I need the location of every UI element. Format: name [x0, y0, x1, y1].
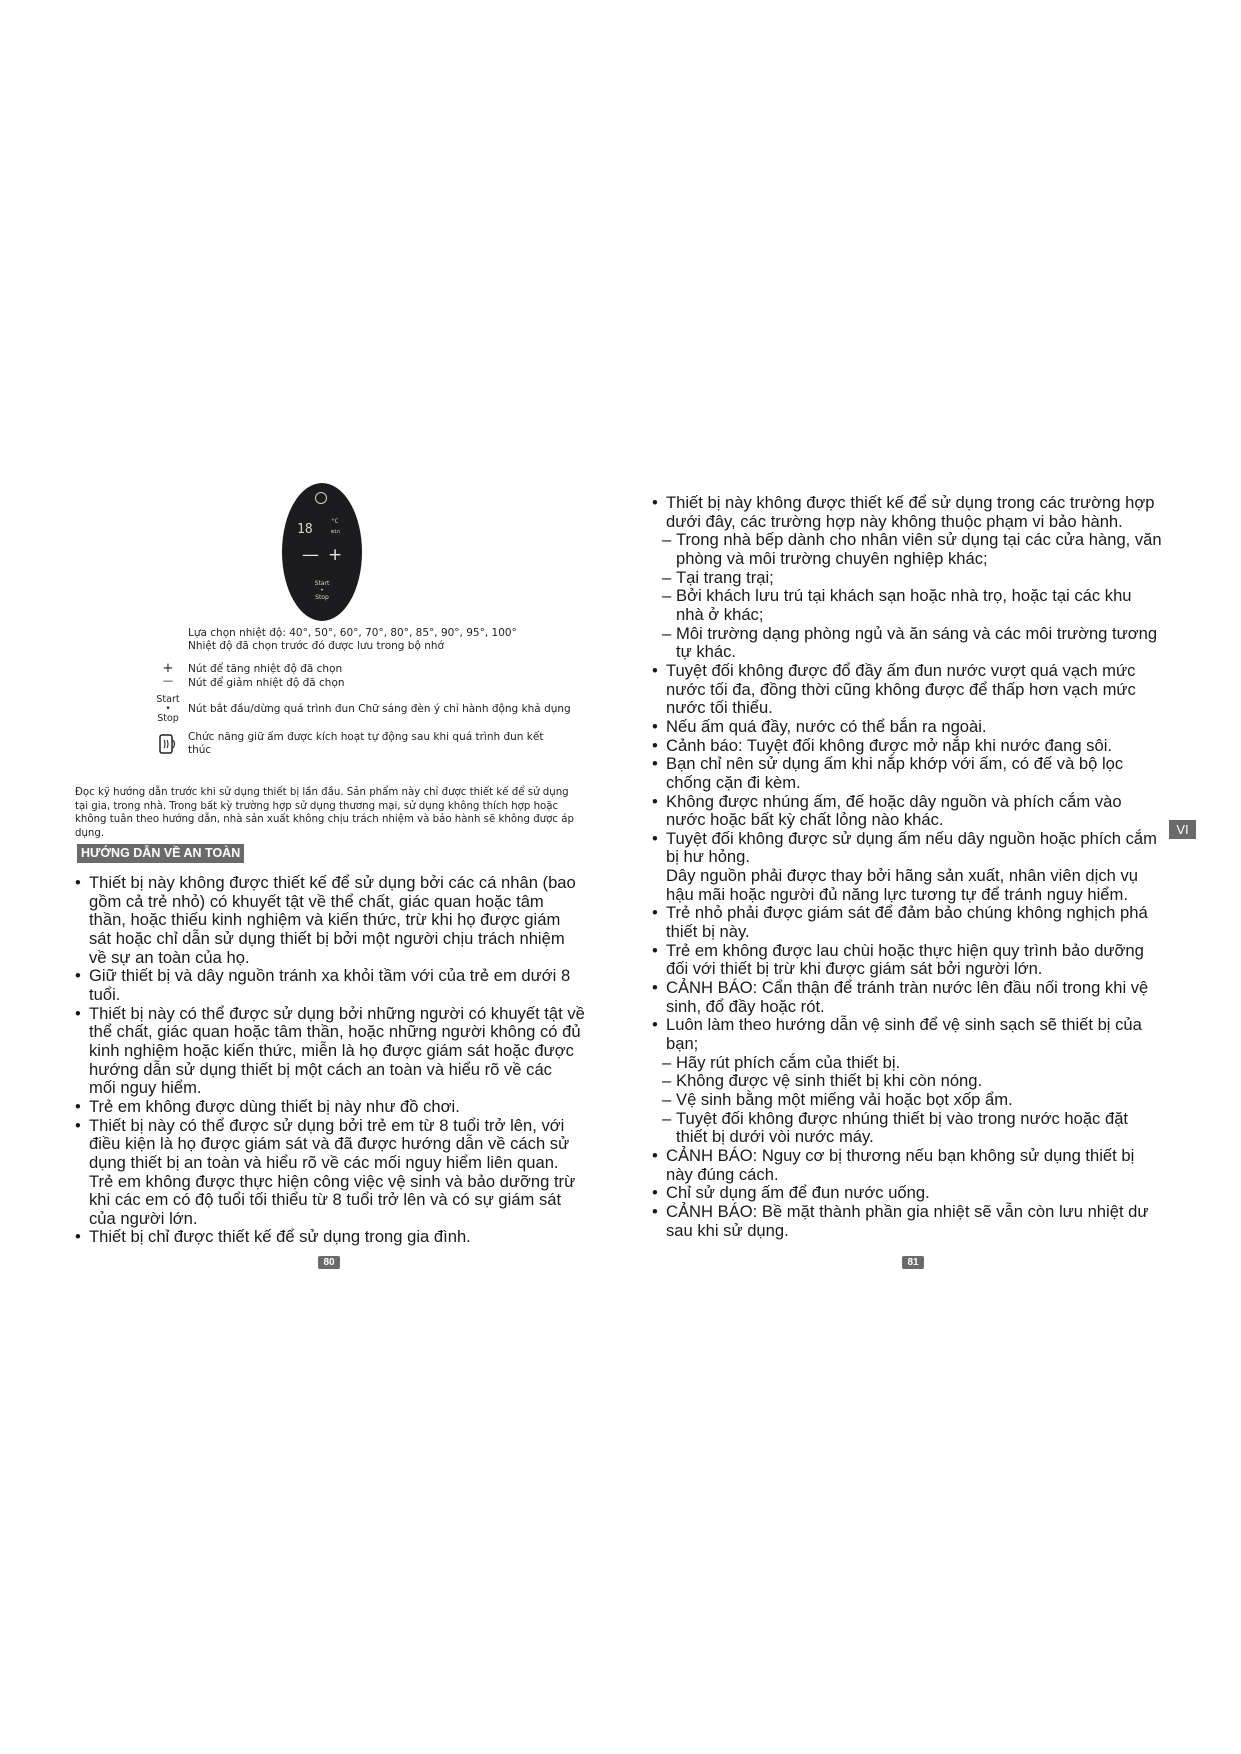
list-line-text: thần, hoặc thiếu kinh nghiệm và kiến thức, trừ khi họ được giám: [89, 910, 561, 930]
intro-line: Đọc kỹ hướng dẫn trước khi sử dụng thiết bị lần đầu. Sản phẩm này chỉ được thiết kế để sử dụng: [75, 787, 569, 798]
intro-line: không tuân theo hướng dẫn, nhà sản xuất không chịu trách nhiệm và bảo hành sẽ không được áp: [75, 814, 574, 826]
list-line-text: nước hoặc bất kỳ chất lỏng nào khác.: [666, 810, 944, 830]
list-line-text: Hãy rút phích cắm của thiết bị.: [676, 1052, 901, 1072]
panel-display: [297, 518, 347, 539]
list-item: [652, 718, 1172, 737]
legend-temps: Lựa chọn nhiệt độ: 40°, 50°, 60°, 70°, 80°, 85°, 90°, 95°, 100°: [188, 627, 517, 639]
sub-list-item-continuation: [652, 606, 1172, 625]
list-item-continuation: [652, 886, 1172, 905]
page-number-left: 80: [318, 1256, 340, 1269]
list-line-text: nhà ở khác;: [676, 604, 764, 624]
list-item-continuation: [75, 930, 605, 949]
list-item: [75, 1228, 605, 1247]
list-line-text: thiết bị này.: [666, 922, 750, 942]
dash-marker: –: [662, 567, 672, 587]
sub-list-item: [652, 1110, 1172, 1129]
list-item-continuation: [652, 960, 1172, 979]
list-line-text: Thiết bị này có thể được sử dụng bởi trẻ em từ 8 tuổi trở lên, với: [89, 1115, 565, 1135]
list-item: [652, 1184, 1172, 1203]
logo-icon: [315, 492, 327, 504]
list-line-text: hướng dẫn sử dụng thiết bị một cách an toàn và hiểu rõ về các: [89, 1059, 552, 1079]
list-line-text: Tại trang trại;: [676, 567, 774, 587]
list-line-text: CẢNH BÁO: Cẩn thận để tránh tràn nước lên đầu nối trong khi vệ: [666, 978, 1149, 998]
list-item: [652, 904, 1172, 923]
list-item-continuation: [75, 1173, 605, 1192]
list-line-text: gồm cả trẻ nhỏ) có khuyết tật về thể chất, giác quan hoặc tâm: [89, 891, 544, 911]
list-item: [75, 1098, 605, 1117]
legend-plus-symbol: +: [162, 661, 174, 676]
sub-list-item-continuation: [652, 1128, 1172, 1147]
list-item: [652, 662, 1172, 681]
list-line-text: Luôn làm theo hướng dẫn vệ sinh để vệ sinh sạch sẽ thiết bị của: [666, 1015, 1142, 1035]
list-item-continuation: [75, 1042, 605, 1061]
list-line-text: của người lớn.: [89, 1208, 198, 1228]
display-digits: 18: [297, 522, 313, 537]
list-line-text: Nếu ấm quá đầy, nước có thể bắn ra ngoài.: [666, 716, 987, 736]
list-item: [652, 793, 1172, 812]
dash-marker: –: [662, 1090, 672, 1109]
dash-marker: –: [662, 530, 672, 550]
sub-list-item: [652, 1072, 1172, 1091]
list-line-text: Trẻ em không được thực hiện công việc vệ sinh và bảo dưỡng trừ: [89, 1171, 576, 1191]
list-item-continuation: [652, 681, 1172, 700]
left-safety-list: [75, 874, 605, 1247]
list-line-text: mối nguy hiểm.: [89, 1078, 202, 1098]
list-line-text: Giữ thiết bị và dây nguồn tránh xa khỏi tầm với của trẻ em dưới 8: [89, 966, 571, 986]
list-item-continuation: [652, 774, 1172, 793]
list-line-text: nước tối đa, đồng thời cũng không được để thấp hơn vạch mức: [666, 679, 1136, 699]
legend-minus-text: Nút để giảm nhiệt độ đã chọn: [188, 677, 345, 689]
dash-marker: –: [662, 586, 672, 606]
list-item: [652, 755, 1172, 774]
list-line-text: Vệ sinh bằng một miếng vải hoặc bọt xốp ẩm.: [676, 1090, 1013, 1109]
legend-memory: Nhiệt độ đã chọn trước đó được lưu trong bộ nhớ: [188, 640, 444, 652]
legend-keep-warm-text-1: Chức năng giữ ấm được kích hoạt tự động sau khi quá trình đun kết: [188, 731, 544, 743]
list-item: [75, 1005, 605, 1024]
keep-warm-icon: [155, 732, 181, 756]
list-line-text: Dây nguồn phải được thay bởi hãng sản xuất, nhân viên dịch vụ: [666, 866, 1138, 886]
list-line-text: Trong nhà bếp dành cho nhân viên sử dụng tại các cửa hàng, văn: [676, 530, 1162, 550]
list-item-continuation: [75, 986, 605, 1005]
legend-minus-symbol: —: [162, 675, 174, 687]
intro-line: tại gia, trong nhà. Trong bất kỳ trường hợp sử dụng thương mại, sử dụng không thích hợp hoặc: [75, 800, 559, 812]
list-line-text: chống cặn đi kèm.: [666, 772, 801, 792]
list-line-text: Thiết bị chỉ được thiết kế để sử dụng trong gia đình.: [89, 1227, 471, 1247]
list-line-text: tự khác.: [676, 642, 736, 662]
list-line-text: đối với thiết bị trừ khi được giám sát bởi người lớn.: [666, 959, 1043, 979]
list-item-continuation: [75, 1191, 605, 1210]
list-item-continuation: [652, 513, 1172, 532]
list-item-continuation: [652, 848, 1172, 867]
list-line-text: kinh nghiệm hoặc kiến thức, miễn là họ được giám sát hoặc được: [89, 1040, 574, 1060]
list-item: [652, 830, 1172, 849]
page-number-right: 81: [902, 1256, 924, 1269]
list-item-continuation: [652, 699, 1172, 718]
list-item: [75, 1117, 605, 1136]
list-line-text: khi các em có độ tuổi tối thiểu từ 8 tuổi trở lên và có sự giám sát: [89, 1190, 562, 1210]
panel-stop-label: Stop: [315, 594, 329, 601]
display-unit-min: min: [331, 529, 341, 535]
list-line-text: Bạn chỉ nên sử dụng ấm khi nắp khớp với ấm, có đế và bộ lọc: [666, 754, 1124, 774]
language-tab: VI: [1169, 820, 1196, 839]
list-line-text: Không được vệ sinh thiết bị khi còn nóng.: [676, 1071, 983, 1091]
list-item: [75, 874, 605, 893]
sub-list-item: [652, 1054, 1172, 1073]
legend-start-symbol: Start: [156, 694, 180, 705]
list-line-text: này đúng cách.: [666, 1164, 779, 1184]
legend: [155, 623, 675, 757]
intro-line: dụng.: [75, 827, 105, 839]
sub-list-item: [652, 1091, 1172, 1110]
list-item: [652, 1203, 1172, 1222]
dash-marker: –: [662, 1052, 672, 1072]
legend-keep-warm-text-2: thúc: [188, 744, 212, 756]
list-line-text: sát hoặc chỉ dẫn sử dụng thiết bị bởi một người chịu trách nhiệm: [89, 928, 565, 948]
intro-paragraph: [75, 786, 595, 840]
panel-minus-icon: —: [302, 545, 319, 565]
list-line-text: Chỉ sử dụng ấm để đun nước uống.: [666, 1183, 930, 1203]
right-safety-list: [652, 494, 1172, 1240]
list-line-text: dưới đây, các trường hợp này không thuộc phạm vi bảo hành.: [666, 511, 1123, 531]
list-item-continuation: [75, 1210, 605, 1229]
list-line-text: sinh, đổ đầy hoặc rót.: [666, 996, 825, 1016]
list-item-continuation: [652, 867, 1172, 886]
list-item-continuation: [75, 1023, 605, 1042]
list-line-text: tuổi.: [89, 984, 121, 1004]
list-item: [652, 1016, 1172, 1035]
list-item: [652, 494, 1172, 513]
sub-list-item: [652, 569, 1172, 588]
sub-list-item-continuation: [652, 643, 1172, 662]
list-line-text: Bởi khách lưu trú tại khách sạn hoặc nhà trọ, hoặc tại các khu: [676, 586, 1132, 606]
list-item-continuation: [652, 811, 1172, 830]
list-item: [652, 1147, 1172, 1166]
list-item-continuation: [75, 949, 605, 968]
panel-start-label: Start: [314, 580, 330, 587]
list-line-text: CẢNH BÁO: Nguy cơ bị thương nếu bạn không sử dụng thiết bị: [666, 1145, 1135, 1165]
list-item-continuation: [75, 911, 605, 930]
list-item-continuation: [75, 893, 605, 912]
sub-list-item: [652, 531, 1172, 550]
list-line-text: Thiết bị này không được thiết kế để sử dụng trong các trường hợp: [666, 493, 1155, 512]
list-line-text: Tuyệt đối không được đổ đầy ấm đun nước vượt quá vạch mức: [666, 660, 1136, 680]
list-item-continuation: [652, 923, 1172, 942]
list-line-text: điều kiện là họ được giám sát và đã được hướng dẫn về cách sử: [89, 1134, 570, 1154]
list-line-text: Tuyệt đối không được nhúng thiết bị vào trong nước hoặc đặt: [676, 1108, 1129, 1128]
list-line-text: Cảnh báo: Tuyệt đối không được mở nắp khi nước đang sôi.: [666, 735, 1112, 755]
list-item: [652, 942, 1172, 961]
list-line-text: thiết bị dưới vòi nước máy.: [676, 1127, 874, 1147]
dash-marker: –: [662, 1071, 672, 1091]
list-line-text: phòng và môi trường chuyên nghiệp khác;: [676, 548, 988, 568]
list-line-text: Trẻ nhỏ phải được giám sát để đảm bảo chúng không nghịch phá: [666, 903, 1148, 923]
panel-plus-icon: +: [328, 545, 343, 565]
list-line-text: Thiết bị này không được thiết kế để sử dụng bởi các cá nhân (bao: [89, 873, 576, 892]
panel-dot: •: [320, 587, 324, 594]
list-line-text: về sự an toàn của họ.: [89, 947, 250, 967]
legend-start-text: Nút bắt đầu/dừng quá trình đun Chữ sáng đèn ý chỉ hành động khả dụng: [188, 703, 571, 715]
list-line-text: nước tối thiểu.: [666, 698, 773, 718]
list-line-text: dụng thiết bị an toàn và hiểu rõ về các mối nguy hiểm liên quan.: [89, 1152, 559, 1172]
list-line-text: Môi trường dạng phòng ngủ và ăn sáng và các môi trường tương: [676, 623, 1158, 643]
sub-list-item-continuation: [652, 550, 1172, 569]
list-item: [75, 967, 605, 986]
display-unit-c: °C: [331, 518, 339, 525]
list-line-text: thể chất, giác quan hoặc tâm thần, hoặc những người không có đủ: [89, 1022, 581, 1042]
list-line-text: Không được nhúng ấm, đế hoặc dây nguồn và phích cắm vào: [666, 791, 1122, 811]
sub-list-item: [652, 587, 1172, 606]
list-item-continuation: [75, 1135, 605, 1154]
list-line-text: hậu mãi hoặc người đủ năng lực tương tự để tránh nguy hiểm.: [666, 884, 1128, 904]
list-line-text: CẢNH BÁO: Bề mặt thành phần gia nhiệt sẽ vẫn còn lưu nhiệt dư: [666, 1201, 1149, 1221]
legend-stop-symbol: Stop: [157, 713, 179, 724]
list-item-continuation: [652, 1222, 1172, 1241]
list-line-text: Trẻ em không được lau chùi hoặc thực hiện quy trình bảo dưỡng: [666, 940, 1144, 960]
list-item-continuation: [75, 1079, 605, 1098]
sub-list-item: [652, 625, 1172, 644]
list-line-text: Trẻ em không được dùng thiết bị này như đồ chơi.: [89, 1096, 460, 1116]
section-title: HƯỚNG DẪN VỀ AN TOÀN: [77, 844, 244, 863]
list-item: [652, 737, 1172, 756]
list-line-text: Tuyệt đối không được sử dụng ấm nếu dây nguồn hoặc phích cắm: [666, 828, 1157, 848]
list-item-continuation: [75, 1154, 605, 1173]
legend-start-dot: •: [165, 704, 171, 714]
legend-plus-text: Nút để tăng nhiệt độ đã chọn: [188, 663, 343, 675]
list-line-text: bạn;: [666, 1034, 699, 1054]
dash-marker: –: [662, 1108, 672, 1128]
list-item-continuation: [652, 1166, 1172, 1185]
control-panel-illustration: [282, 483, 362, 621]
panel-start-stop: [282, 580, 362, 601]
list-line-text: sau khi sử dụng.: [666, 1220, 789, 1240]
dash-marker: –: [662, 623, 672, 643]
list-item-continuation: [652, 998, 1172, 1017]
list-line-text: Thiết bị này có thể được sử dụng bởi những người có khuyết tật về: [89, 1003, 585, 1023]
list-item: [652, 979, 1172, 998]
list-item-continuation: [652, 1035, 1172, 1054]
list-item-continuation: [75, 1061, 605, 1080]
list-line-text: bị hư hỏng.: [666, 847, 750, 867]
